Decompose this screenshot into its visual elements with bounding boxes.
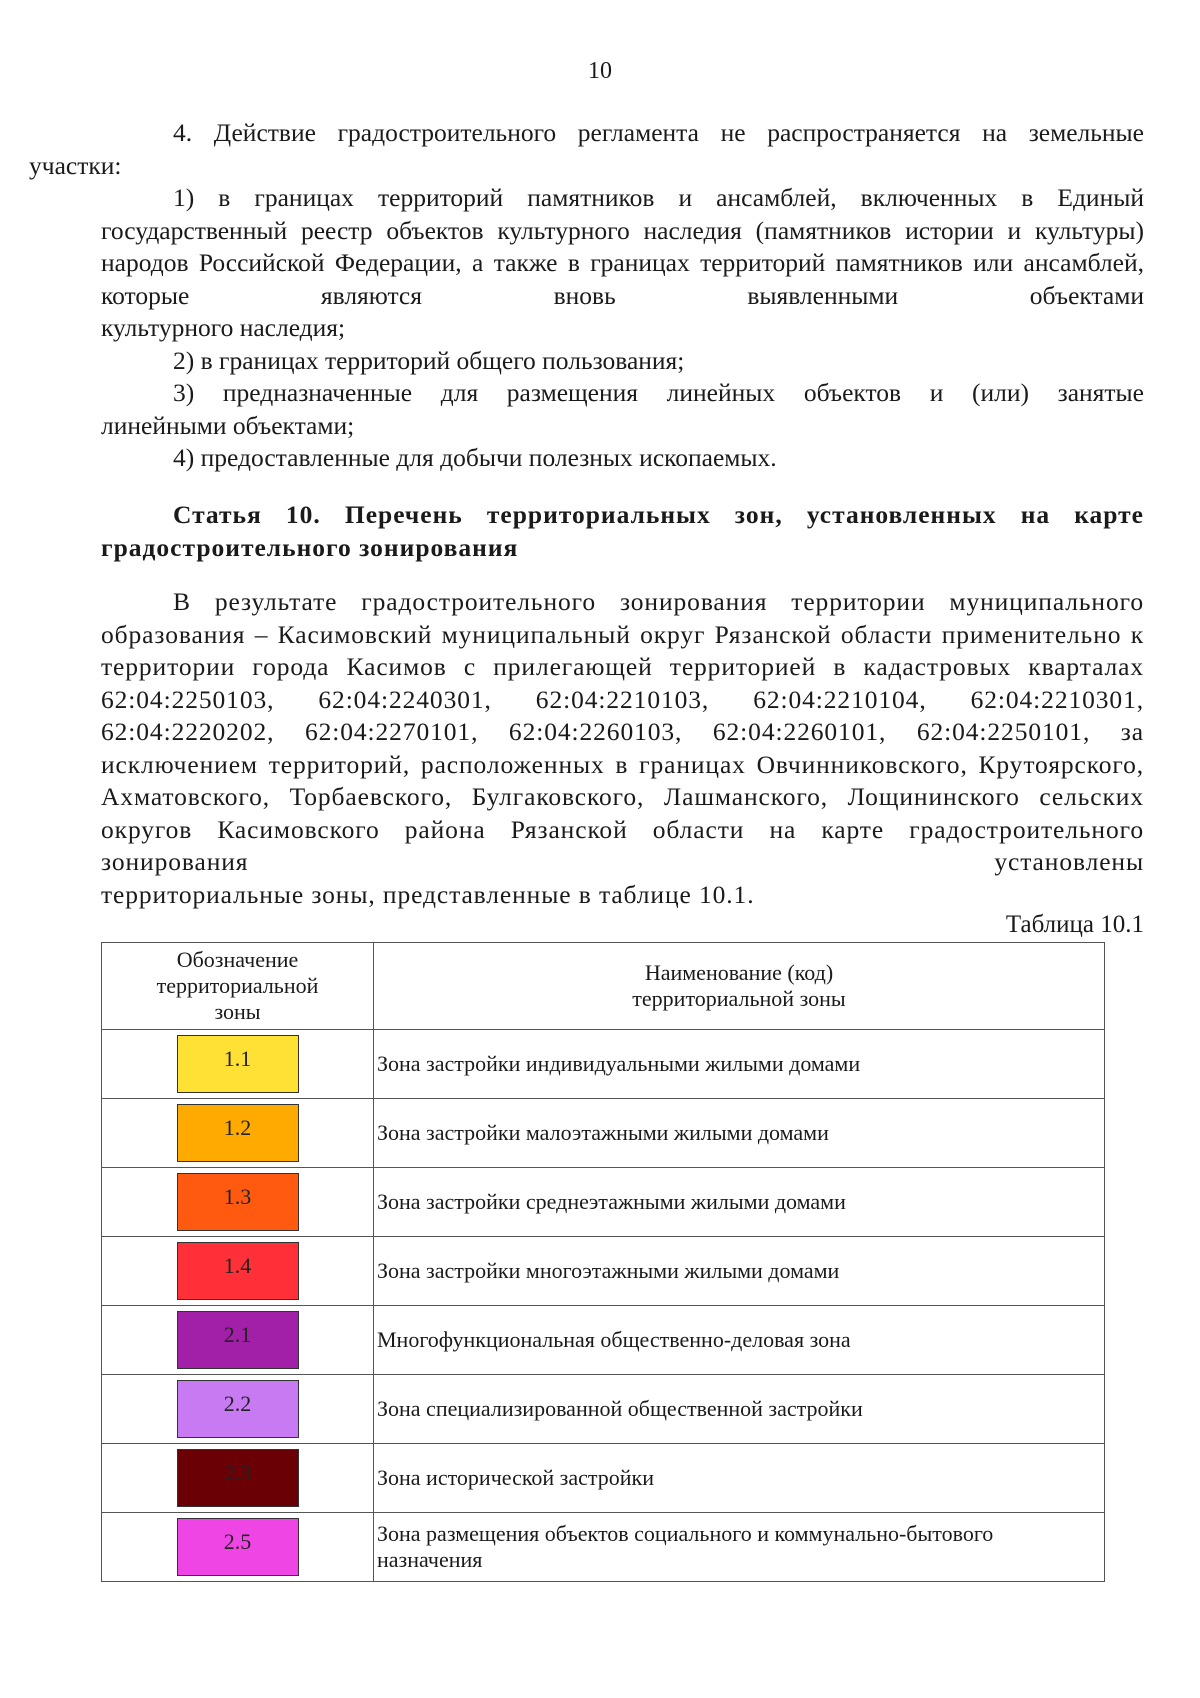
- table-row: [102, 1306, 1105, 1375]
- list-item-1: 1) в границах территорий памятников и ансамблей, включенных в Единый государственный реестр объектов культурного наследия (памятников истории и культуры) народов Российской Федерации, а также в границах территорий памятников или ансамблей, которые являются вновь выявленными объектами: [101, 183, 1144, 310]
- zone-code-cell: [102, 1306, 374, 1375]
- list-item-2: 2) в границах территорий общего пользования;: [173, 345, 685, 375]
- table-caption: Таблица 10.1: [1005, 911, 1144, 938]
- section-4-restrictions: [29, 117, 1144, 475]
- zone-color-swatch: 2.2: [177, 1380, 299, 1438]
- table-row: [102, 1444, 1105, 1513]
- zone-code-cell: [102, 1168, 374, 1237]
- table-row: [102, 1030, 1105, 1099]
- table-row: [102, 1168, 1105, 1237]
- zone-code-cell: [102, 1099, 374, 1168]
- section-4-intro: 4. Действие градостроительного регламента не распространяется на земельные участки:: [29, 118, 1144, 180]
- zone-code-cell: [102, 1030, 374, 1099]
- zone-name-cell: Зона исторической застройки: [374, 1444, 1105, 1513]
- list-item-3-last-line: линейными объектами;: [101, 410, 355, 440]
- zone-color-swatch: 2.3: [177, 1449, 299, 1507]
- zone-code-cell: [102, 1444, 374, 1513]
- table-row: [102, 1237, 1105, 1306]
- zones-table: [101, 942, 1105, 1582]
- zone-code-cell: [102, 1375, 374, 1444]
- zone-name-cell: Многофункциональная общественно-деловая зона: [374, 1306, 1105, 1375]
- header-code: Обозначение территориальной зоны: [102, 943, 374, 1030]
- table-row: [102, 1375, 1105, 1444]
- zone-name-cell: Зона застройки среднеэтажными жилыми домами: [374, 1168, 1105, 1237]
- zone-color-swatch: 1.1: [177, 1035, 299, 1093]
- page-number: 10: [588, 58, 612, 84]
- zone-color-swatch: 2.5: [177, 1518, 299, 1576]
- zone-code-cell: [102, 1237, 374, 1306]
- list-item-4: 4) предоставленные для добычи полезных ископаемых.: [173, 443, 777, 472]
- zone-name-cell: Зона специализированной общественной застройки: [374, 1375, 1105, 1444]
- zone-color-swatch: 2.1: [177, 1311, 299, 1369]
- list-item-1-last-line: культурного наследия;: [101, 313, 346, 342]
- article-paragraph: В результате градостроительного зонирования территории муниципального образования – Касимовский муниципальный округ Рязанской области применительно к территории города Касимов с прилегающей территорией в кадастровых кварталах 62:04:2250103, 62:04:2240301, 62:04:2210103, 62:04:2210104, 62:04:2210301, 62:04:2220202, 62:04:2270101, 62:04:2260103, 62:04:2260101, 62:04:2250101, за исключением территорий, расположенных в границах Овчинниковского, Крутоярского, Ахматовского, Торбаевского, Булгаковского, Лашманского, Лощининского сельских округов Касимовского района Рязанской области на карте градостроительного зонирования установлены территориальные зоны, представленные в таблице 10.1.: [101, 587, 1144, 909]
- zone-name-cell: Зона застройки индивидуальными жилыми домами: [374, 1030, 1105, 1099]
- table-row: [102, 1513, 1105, 1582]
- zone-rows: [102, 1030, 1105, 1582]
- zone-name-cell: Зона застройки малоэтажными жилыми домами: [374, 1099, 1105, 1168]
- zone-name-cell: Зона застройки многоэтажными жилыми домами: [374, 1237, 1105, 1306]
- table-header-row: [102, 943, 1105, 1030]
- list-item-3: 3) предназначенные для размещения линейных объектов и (или) занятые: [173, 378, 1144, 407]
- table-row: [102, 1099, 1105, 1168]
- zone-code-cell: [102, 1513, 374, 1582]
- article-heading: Статья 10. Перечень территориальных зон, установленных на карте градостроительного зонирования: [101, 500, 1144, 562]
- zone-color-swatch: 1.3: [177, 1173, 299, 1231]
- zone-name-cell: Зона размещения объектов социального и коммунально-бытового назначения: [374, 1513, 1105, 1582]
- header-name: Наименование (код) территориальной зоны: [374, 943, 1105, 1030]
- zone-color-swatch: 1.4: [177, 1242, 299, 1300]
- zone-color-swatch: 1.2: [177, 1104, 299, 1162]
